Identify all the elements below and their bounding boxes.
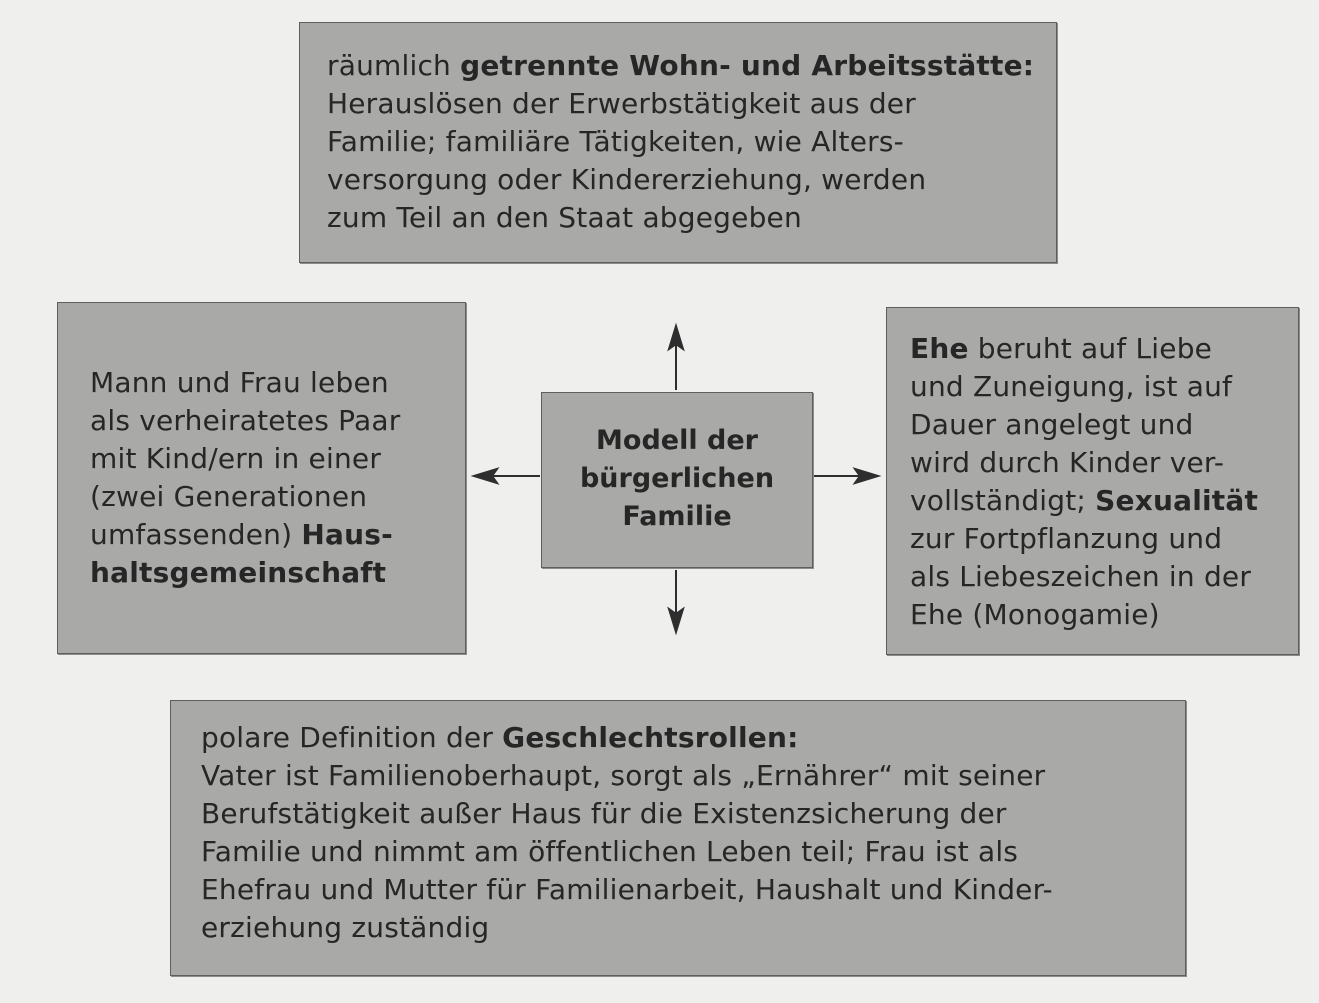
left-box-text: [90, 364, 400, 592]
arrow-up-head: [669, 326, 683, 349]
right-line: [910, 330, 1258, 368]
top-line: Herauslösen der Erwerbstätigkeit aus der: [327, 87, 916, 120]
center-title: [541, 422, 813, 536]
left-line: [90, 554, 400, 592]
right-line-regular: beruht auf Liebe: [968, 332, 1213, 365]
top-line: versorgung oder Kindererziehung, werden: [327, 163, 927, 196]
right-line: [910, 482, 1258, 520]
right-line-regular: vollständigt;: [910, 484, 1096, 517]
left-line: [90, 516, 400, 554]
top-line-regular: räumlich: [327, 49, 461, 82]
right-line: Ehe (Monogamie): [910, 598, 1160, 631]
bottom-box-text: [201, 719, 1053, 947]
left-line-regular: umfassenden): [90, 518, 302, 551]
left-line: mit Kind/ern in einer: [90, 442, 382, 475]
top-line: Familie; familiäre Tätigkeiten, wie Alters-: [327, 125, 904, 158]
bottom-line: erziehung zuständig: [201, 911, 490, 944]
right-line: Dauer angelegt und: [910, 408, 1194, 441]
right-line: zur Fortpflanzung und: [910, 522, 1223, 555]
bottom-line: Berufstätigkeit außer Haus für die Existenzsicherung der: [201, 797, 1007, 830]
left-line: als verheiratetes Paar: [90, 404, 401, 437]
center-title-line: Familie: [622, 501, 732, 532]
right-line: wird durch Kinder ver-: [910, 446, 1225, 479]
right-line: als Liebeszeichen in der: [910, 560, 1252, 593]
arrow-left-head: [474, 469, 497, 483]
right-box-text: [910, 330, 1258, 634]
bottom-line: Vater ist Familienoberhaupt, sorgt als „Ernährer“ mit seiner: [201, 759, 1046, 792]
top-line: [327, 47, 1034, 85]
top-box-text: [327, 47, 1034, 237]
top-line: zum Teil an den Staat abgegeben: [327, 201, 802, 234]
right-keyword-bold: Sexualität: [1095, 484, 1259, 517]
left-line: (zwei Generationen: [90, 480, 368, 513]
bottom-line: Familie und nimmt am öffentlichen Leben teil; Frau ist als: [201, 835, 1019, 868]
top-heading-bold: getrennte Wohn- und Arbeitsstätte:: [460, 49, 1035, 82]
left-line: Mann und Frau leben: [90, 366, 389, 399]
arrow-down-head: [669, 609, 683, 632]
left-keyword-bold: haltsgemeinschaft: [90, 556, 387, 589]
bottom-line: Ehefrau und Mutter für Familienarbeit, Haushalt und Kinder-: [201, 873, 1053, 906]
right-keyword-bold: Ehe: [910, 332, 969, 365]
center-title-line: bürgerlichen: [579, 463, 775, 494]
right-line: und Zuneigung, ist auf: [910, 370, 1233, 403]
bottom-line: [201, 719, 1053, 757]
arrow-right-head: [855, 469, 878, 483]
bottom-heading-bold: Geschlechtsrollen:: [502, 721, 799, 754]
center-title-line: Modell der: [596, 425, 758, 456]
left-keyword-bold: Haus-: [301, 518, 393, 551]
bottom-line-regular: polare Definition der: [201, 721, 503, 754]
